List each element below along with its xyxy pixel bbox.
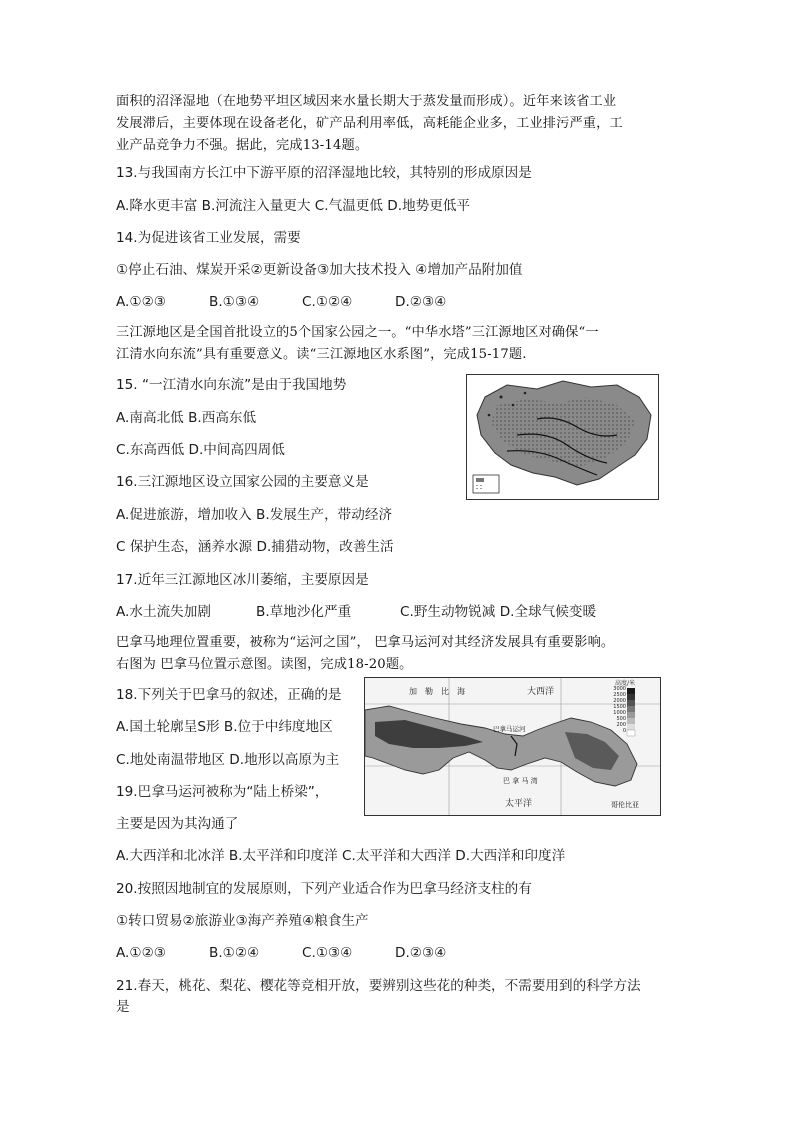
q20-option-a: A.①②③ [116,945,166,961]
legend-level: 500 [616,716,626,722]
legend-level: 2500 [613,692,626,698]
q20-option-c: C.①③④ [302,945,353,961]
intro-1-line-2: 发展滞后，主要体现在设备老化，矿产品利用率低，高耗能企业多，工业排污严重，工 [116,116,623,131]
q17-option-cd: C.野生动物锐减 D.全球气候变暖 [400,604,597,620]
intro-2-line-2: 江清水向东流”具有重要意义。读“三江源地区水系图”，完成15-17题. [116,347,527,362]
q17-option-a: A.水土流失加剧 [116,604,211,620]
question-15-options-cd: C.东高西低 D.中间高四周低 [116,442,285,458]
q14-option-d: D.②③④ [395,294,447,310]
question-13-stem: 13.与我国南方长江中下游平原的沼泽湿地比较，其特别的形成原因是 [116,165,532,181]
q20-option-b: B.①②④ [209,945,260,961]
panama-canal-label: 巴拿马运河 [493,725,526,733]
atlantic-ocean-label: 大西洋 [527,687,555,697]
legend-level: 2000 [613,698,626,704]
question-18-options-cd: C.地处南温带地区 D.地形以高原为主 [116,752,340,768]
question-14-stem: 14.为促进该省工业发展，需要 [116,230,301,246]
legend-level: 200 [616,722,626,728]
question-20-items: ①转口贸易②旅游业③海产养殖④粮食生产 [116,913,369,929]
elevation-legend-levels [609,686,626,734]
question-16-options-ab: A.促进旅游，增加收入 B.发展生产，带动经济 [116,507,393,523]
q14-option-b: B.①③④ [209,294,260,310]
question-14-items: ①停止石油、煤炭开采②更新设备③加大技术投入 ④增加产品附加值 [116,262,523,278]
question-17-options [116,603,596,621]
q14-option-c: C.①②④ [302,294,353,310]
question-16-stem: 16.三江源地区设立国家公园的主要意义是 [116,474,369,490]
sanjiangyuan-water-system-map [466,374,659,500]
q14-option-a: A.①②③ [116,294,166,310]
q20-option-d: D.②③④ [395,945,447,961]
legend-level: 1000 [613,710,626,716]
question-21-stem-1: 21.春天，桃花、梨花、樱花等竞相开放，要辨别这些花的种类，不需要用到的科学方法 [116,978,641,994]
question-20-stem: 20.按照因地制宜的发展原则，下列产业适合作为巴拿马经济支柱的有 [116,881,532,897]
question-20-options [116,944,446,962]
intro-3-line-2: 右图为 巴拿马位置示意图。读图，完成18-20题。 [116,657,413,672]
question-18-stem: 18.下列关于巴拿马的叙述，正确的是 [116,687,342,703]
caribbean-sea-label: 加 勒 比 海 [409,687,465,696]
question-21-stem-2: 是 [116,999,130,1015]
question-14-options [116,293,446,311]
question-13-options: A.降水更丰富 B.河流注入量更大 C.气温更低 D.地势更低平 [116,198,471,214]
question-15-options-ab: A.南高北低 B.西高东低 [116,410,257,426]
legend-title: 高度/米 [615,680,636,687]
question-19-stem-2: 主要是因为其沟通了 [116,816,239,832]
legend-level: 0 [622,728,626,734]
question-17-stem: 17.近年三江源地区冰川萎缩，主要原因是 [116,572,369,588]
panama-location-map [364,677,661,816]
intro-3-line-1: 巴拿马地理位置重要，被称为“运河之国”， 巴拿马运河对其经济发展具有重要影响。 [116,635,615,650]
question-19-stem-1: 19.巴拿马运河被称为“陆上桥梁”， [116,784,329,800]
q17-option-b: B.草地沙化严重 [256,604,352,620]
intro-1-line-3: 业产品竞争力不强。据此，完成13-14题。 [116,138,369,153]
gulf-of-panama-label: 巴 拿 马 湾 [503,777,538,785]
intro-1-line-1: 面积的沼泽湿地（在地势平坦区域因来水量长期大于蒸发量而形成）。近年来该省工业 [116,94,617,109]
colombia-label: 哥伦比亚 [611,801,639,809]
pacific-ocean-label: 太平洋 [505,799,533,809]
sanjiangyuan-map-graphic [467,375,658,499]
question-15-stem: 15. “一江清水向东流”是由于我国地势 [116,377,347,393]
intro-2-line-1: 三江源地区是全国首批设立的5个国家公园之一。“中华水塔”三江源地区对确保“一 [116,325,599,340]
question-16-options-cd: C 保护生态，涵养水源 D.捕猎动物，改善生活 [116,539,394,555]
legend-level: 3000 [613,686,626,692]
question-18-options-ab: A.国土轮廓呈S形 B.位于中纬度地区 [116,719,333,735]
question-19-options: A.大西洋和北冰洋 B.太平洋和印度洋 C.太平洋和大西洋 D.大西洋和印度洋 [116,848,566,864]
legend-level: 1500 [613,704,626,710]
